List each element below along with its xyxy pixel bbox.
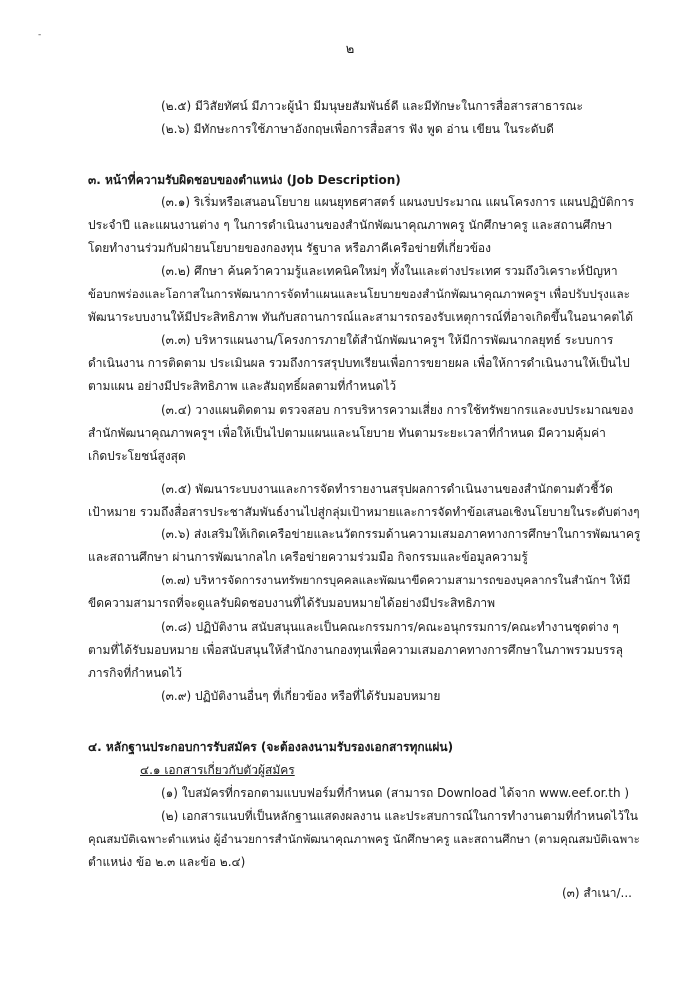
section-4-heading: ๔. หลักฐานประกอบการรับสมัคร (จะต้องลงนามรับรองเอกสารทุกแผ่น) — [88, 740, 454, 754]
paragraph-line: สำนักพัฒนาคุณภาพครูฯ เพื่อให้เป็นไปตามแผนและนโยบาย ทันตามระยะเวลาที่กำหนด มีความคุ้มค่า — [88, 426, 606, 440]
paragraph-line: (๓.๓) บริหารแผนงาน/โครงการภายใต้สำนักพัฒนาครูฯ ให้มีการพัฒนากลยุทธ์ ระบบการ — [161, 333, 614, 347]
paragraph-line: (๓.๕) พัฒนาระบบงานและการจัดทำรายงานสรุปผลการดำเนินงานของสำนักตามตัวชี้วัด — [161, 482, 613, 496]
paragraph-line: ภารกิจที่กำหนดไว้ — [88, 666, 182, 680]
list-item: (๑) ใบสมัครที่กรอกตามแบบฟอร์มที่กำหนด (สามารถ Download ได้จาก www.eef.or.th ) — [161, 786, 630, 800]
paragraph-line: เป้าหมาย รวมถึงสื่อสารประชาสัมพันธ์งานไปสู่กลุ่มเป้าหมายและการจัดทำข้อเสนอเชิงนโยบายในระดับต่างๆ — [88, 505, 640, 519]
paragraph-line: (๓.๔) วางแผนติดตาม ตรวจสอบ การบริหารความเสี่ยง การใช้ทรัพยากรและงบประมาณของ — [161, 403, 634, 417]
paragraph-line: โดยทำงานร่วมกับฝ่ายนโยบายของกองทุน รัฐบาล หรือภาคีเครือข่ายที่เกี่ยวข้อง — [88, 241, 491, 255]
paragraph-line: ตามที่ได้รับมอบหมาย เพื่อสนับสนุนให้สำนักงานกองทุนเพื่อความเสมอภาคทางการศึกษาในภาพรวมบรรลุ — [88, 643, 623, 657]
section-3-heading: ๓. หน้าที่ความรับผิดชอบของตำแหน่ง (Job Description) — [88, 173, 401, 187]
paragraph-line: (๓.๗) บริหารจัดการงานทรัพยากรบุคคลและพัฒนาขีดความสามารถของบุคลากรในสำนักฯ ให้มี — [161, 573, 631, 587]
paragraph-line: ดำเนินงาน การติดตาม ประเมินผล รวมถึงการสรุปบทเรียนเพื่อการขยายผล เพื่อให้การดำเนินงานให้เป็นไป — [88, 356, 630, 370]
paragraph-line: พัฒนาระบบงานให้มีประสิทธิภาพ ทันกับสถานการณ์และสามารถรองรับเหตุการณ์ที่อาจเกิดขึ้นในอนาคตได้ — [88, 310, 634, 324]
line-2-5: (๒.๕) มีวิสัยทัศน์ มีภาวะผู้นำ มีมนุษยสัมพันธ์ดี และมีทักษะในการสื่อสารสาธารณะ — [161, 99, 583, 113]
scan-mark: - — [38, 30, 42, 40]
paragraph-line: ขีดความสามารถที่จะดูแลรับผิดชอบงานที่ได้รับมอบหมายได้อย่างมีประสิทธิภาพ — [88, 596, 496, 610]
subsection-4-1-heading: ๔.๑ เอกสารเกี่ยวกับตัวผู้สมัคร — [140, 763, 295, 777]
continuation-marker: (๓) สำเนา/... — [562, 886, 632, 900]
paragraph-line: คุณสมบัติเฉพาะตำแหน่ง ผู้อำนวยการสำนักพัฒนาคุณภาพครู นักศึกษาครู และสถานศึกษา (ตามคุณสมบัติเฉพาะ — [88, 832, 640, 846]
paragraph-line: ข้อบกพร่องและโอกาสในการพัฒนาการจัดทำแผนและนโยบายของสำนักพัฒนาคุณภาพครูฯ เพื่อปรับปรุงและ — [88, 287, 630, 301]
page-number: ๒ — [345, 42, 355, 57]
paragraph-line: และสถานศึกษา ผ่านการพัฒนากลไก เครือข่ายความร่วมมือ กิจกรรมและข้อมูลความรู้ — [88, 550, 528, 564]
paragraph-line: (๓.๑) ริเริ่มหรือเสนอนโยบาย แผนยุทธศาสตร์ แผนงบประมาณ แผนโครงการ แผนปฏิบัติการ — [161, 195, 635, 209]
list-item: (๒) เอกสารแนบที่เป็นหลักฐานแสดงผลงาน และประสบการณ์ในการทำงานตามที่กำหนดไว้ใน — [161, 809, 638, 823]
paragraph-line: (๓.๙) ปฏิบัติงานอื่นๆ ที่เกี่ยวข้อง หรือที่ได้รับมอบหมาย — [161, 689, 441, 703]
paragraph-line: ตำแหน่ง ข้อ ๒.๓ และข้อ ๒.๔) — [88, 855, 246, 869]
paragraph-line: ตามแผน อย่างมีประสิทธิภาพ และสัมฤทธิ์ผลตามที่กำหนดไว้ — [88, 379, 397, 393]
paragraph-line: (๓.๘) ปฏิบัติงาน สนับสนุนและเป็นคณะกรรมการ/คณะอนุกรรมการ/คณะทำงานชุดต่าง ๆ — [161, 620, 619, 634]
paragraph-line: ประจำปี และแผนงานต่าง ๆ ในการดำเนินงานของสำนักพัฒนาคุณภาพครู นักศึกษาครู และสถานศึกษา — [88, 218, 613, 232]
line-2-6: (๒.๖) มีทักษะการใช้ภาษาอังกฤษเพื่อการสื่อสาร ฟัง พูด อ่าน เขียน ในระดับดี — [161, 122, 554, 136]
paragraph-line: เกิดประโยชน์สูงสุด — [88, 449, 186, 463]
paragraph-line: (๓.๖) ส่งเสริมให้เกิดเครือข่ายและนวัตกรรมด้านความเสมอภาคทางการศึกษาในการพัฒนาครู — [161, 527, 641, 541]
paragraph-line: (๓.๒) ศึกษา ค้นคว้าความรู้และเทคนิคใหม่ๆ ทั้งในและต่างประเทศ รวมถึงวิเคราะห์ปัญหา — [161, 264, 618, 278]
